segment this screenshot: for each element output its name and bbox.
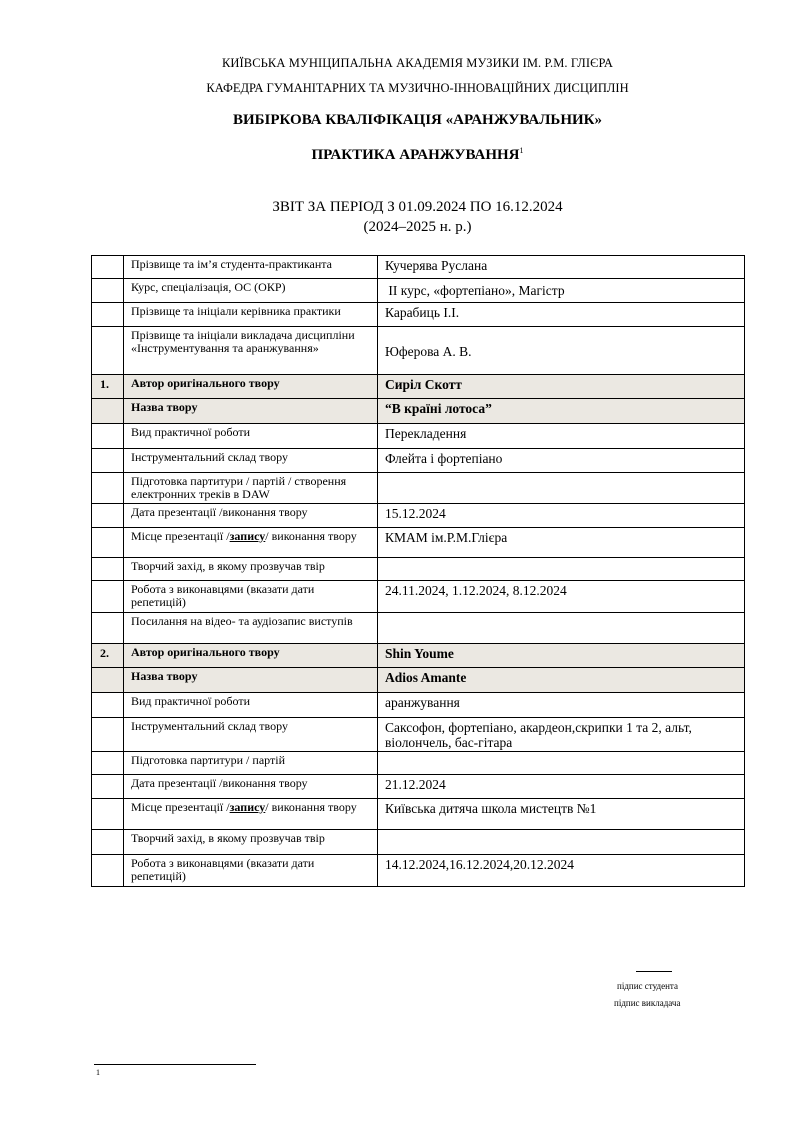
row-value: Перекладення (378, 424, 745, 449)
academic-year: (2024–2025 н. р.) (363, 219, 472, 235)
table-row (92, 558, 745, 581)
footnote-separator (94, 1064, 256, 1065)
supervisor-name: Карабиць І.І. (378, 303, 745, 327)
row-label: Інструментальний склад твору (124, 449, 378, 473)
report-table (91, 255, 745, 887)
row-label: Робота з виконавцями (вказати дати репетицій) (124, 855, 378, 887)
table-row (92, 504, 745, 528)
qualification-title: ВИБІРКОВА КВАЛІФІКАЦІЯ «АРАНЖУВАЛЬНИК» (232, 112, 603, 128)
table-row (92, 775, 745, 799)
row-label: Творчий захід, в якому прозвучав твір (124, 830, 378, 855)
row-value: аранжування (378, 693, 745, 718)
row-label: Дата презентації /виконання твору (124, 775, 378, 799)
title-label: Назва твору (124, 668, 378, 693)
student-signature-label: підпис студента (617, 981, 678, 991)
footnote-number: 1 (96, 1068, 100, 1077)
signature-line (636, 971, 672, 972)
academy-name: КИЇВСЬКА МУНІЦИПАЛЬНА АКАДЕМІЯ МУЗИКИ ІМ. Р.М. ГЛІЄРА (221, 56, 614, 70)
row-value (378, 558, 745, 581)
row-value: Київська дитяча школа мистецтв №1 (378, 799, 745, 830)
table-row (92, 581, 745, 613)
work-number: 1. (92, 375, 124, 399)
teacher-signature-label: підпис викладача (614, 998, 681, 1008)
author-label: Автор оригінального твору (124, 644, 378, 668)
table-row (92, 693, 745, 718)
table-row (92, 279, 745, 303)
info-label: Курс, спеціалізація, ОС (ОКР) (124, 279, 378, 303)
row-label: Підготовка партитури / партій (124, 752, 378, 775)
row-label: Вид практичної роботи (124, 424, 378, 449)
row-value: 15.12.2024 (378, 504, 745, 528)
row-label: Вид практичної роботи (124, 693, 378, 718)
row-value (378, 752, 745, 775)
row-label: Дата презентації /виконання твору (124, 504, 378, 528)
work-author: Shin Youme (378, 644, 745, 668)
row-label: Підготовка партитури / партій / створення електронних треків в DAW (124, 473, 378, 504)
table-row (92, 799, 745, 830)
table-row (92, 613, 745, 644)
work-author: Сиріл Скотт (378, 375, 745, 399)
row-label: Посилання на відео- та аудіозапис виступів (124, 613, 378, 644)
course-info: ІІ курс, «фортепіано», Магістр (378, 279, 745, 303)
student-name: Кучерява Руслана (378, 256, 745, 279)
row-label: Місце презентації /запису/ виконання твору (124, 799, 378, 830)
table-row (92, 303, 745, 327)
table-row (92, 256, 745, 279)
row-label: Місце презентації /запису/ виконання твору (124, 528, 378, 558)
work-title: “В країні лотоса” (378, 399, 745, 424)
table-row (92, 449, 745, 473)
row-value (378, 613, 745, 644)
row-value: Саксофон, фортепіано, акардеон,скрипки 1 та 2, альт, віолончель, бас-гітара (378, 718, 745, 752)
row-value: Флейта і фортепіано (378, 449, 745, 473)
table-row (92, 473, 745, 504)
report-period: ЗВІТ ЗА ПЕРІОД З 01.09.2024 ПО 16.12.2024 (272, 199, 563, 215)
row-label: Робота з виконавцями (вказати дати репетицій) (124, 581, 378, 613)
info-label: Прізвище та ініціали керівника практики (124, 303, 378, 327)
table-row (92, 668, 745, 693)
table-row (92, 424, 745, 449)
table-row (92, 644, 745, 668)
row-label: Інструментальний склад твору (124, 718, 378, 752)
table-row (92, 399, 745, 424)
table-row (92, 327, 745, 375)
footnote-ref: 1 (519, 146, 524, 155)
table-row (92, 718, 745, 752)
title-label: Назва твору (124, 399, 378, 424)
row-value (378, 473, 745, 504)
table-row (92, 375, 745, 399)
row-value: 14.12.2024,16.12.2024,20.12.2024 (378, 855, 745, 887)
work-title: Adios Amante (378, 668, 745, 693)
department-name: КАФЕДРА ГУМАНІТАРНИХ ТА МУЗИЧНО-ІННОВАЦІЙНИХ ДИСЦИПЛІН (206, 81, 629, 95)
author-label: Автор оригінального твору (124, 375, 378, 399)
info-label: Прізвище та ім’я студента-практиканта (124, 256, 378, 279)
table-row (92, 830, 745, 855)
work-number: 2. (92, 644, 124, 668)
row-value: 24.11.2024, 1.12.2024, 8.12.2024 (378, 581, 745, 613)
info-label: Прізвище та ініціали викладача дисципліни «Інструментування та аранжування» (124, 327, 378, 375)
teacher-name: Юферова А. В. (378, 327, 745, 375)
row-value: КМАМ ім.Р.М.Глієра (378, 528, 745, 558)
table-row (92, 528, 745, 558)
row-value: 21.12.2024 (378, 775, 745, 799)
table-row (92, 752, 745, 775)
row-label: Творчий захід, в якому прозвучав твір (124, 558, 378, 581)
table-row (92, 855, 745, 887)
practice-title: ПРАКТИКА АРАНЖУВАННЯ$^1$ (311, 146, 524, 163)
row-value (378, 830, 745, 855)
